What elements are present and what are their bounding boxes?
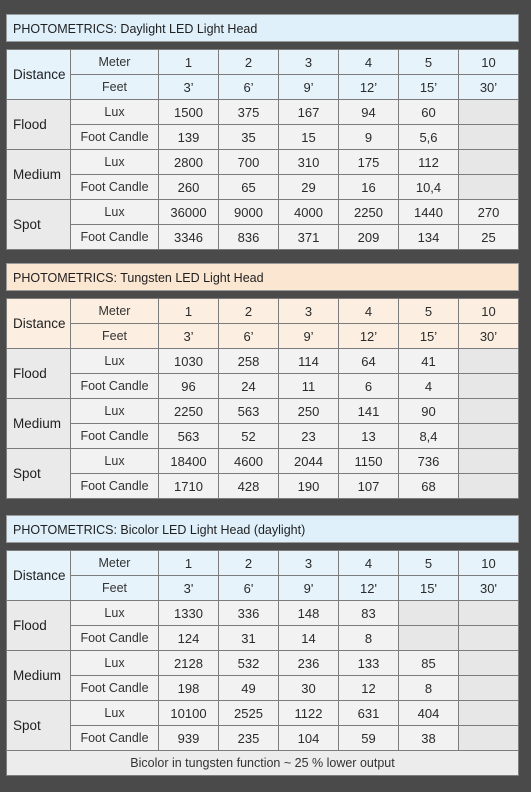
value-cell: 25 [459, 225, 519, 250]
value-cell [459, 474, 519, 499]
bicolor-table [6, 550, 519, 776]
value-cell: 94 [339, 100, 399, 125]
value-cell: 2800 [159, 150, 219, 175]
value-cell: 2250 [159, 399, 219, 424]
value-cell: 38 [399, 726, 459, 751]
value-cell: 5,6 [399, 125, 459, 150]
value-cell: 65 [219, 175, 279, 200]
value-cell: 134 [399, 225, 459, 250]
meter-cell: 2 [219, 551, 279, 576]
meter-label: Meter [71, 50, 159, 75]
value-cell: 1710 [159, 474, 219, 499]
meter-cell: 4 [339, 50, 399, 75]
feet-row [7, 324, 519, 349]
unit-label: Foot Candle [71, 676, 159, 701]
meter-cell: 10 [459, 50, 519, 75]
unit-label: Lux [71, 701, 159, 726]
unit-label: Lux [71, 449, 159, 474]
value-cell: 2128 [159, 651, 219, 676]
value-cell: 939 [159, 726, 219, 751]
footnote: Bicolor in tungsten function ~ 25 % lower output [7, 751, 519, 776]
meter-row [7, 551, 519, 576]
value-cell: 371 [279, 225, 339, 250]
meter-cell: 2 [219, 299, 279, 324]
table-row [7, 200, 519, 225]
value-cell [459, 676, 519, 701]
value-cell: 270 [459, 200, 519, 225]
value-cell: 49 [219, 676, 279, 701]
feet-cell: 15' [399, 576, 459, 601]
table-row [7, 601, 519, 626]
value-cell: 16 [339, 175, 399, 200]
value-cell: 236 [279, 651, 339, 676]
value-cell: 68 [399, 474, 459, 499]
unit-label: Foot Candle [71, 726, 159, 751]
value-cell: 3346 [159, 225, 219, 250]
value-cell: 133 [339, 651, 399, 676]
value-cell: 12 [339, 676, 399, 701]
value-cell: 8,4 [399, 424, 459, 449]
value-cell: 209 [339, 225, 399, 250]
feet-cell: 30’ [459, 324, 519, 349]
meter-cell: 3 [279, 50, 339, 75]
value-cell: 4 [399, 374, 459, 399]
table-row [7, 449, 519, 474]
value-cell: 14 [279, 626, 339, 651]
value-cell: 36000 [159, 200, 219, 225]
value-cell: 124 [159, 626, 219, 651]
value-cell [459, 399, 519, 424]
table-row [7, 424, 519, 449]
meter-cell: 5 [399, 50, 459, 75]
value-cell: 24 [219, 374, 279, 399]
value-cell: 836 [219, 225, 279, 250]
value-cell: 4600 [219, 449, 279, 474]
unit-label: Foot Candle [71, 175, 159, 200]
group-label-medium: Medium [7, 399, 71, 449]
value-cell: 700 [219, 150, 279, 175]
feet-cell: 3' [159, 576, 219, 601]
tungsten-table [6, 298, 519, 499]
value-cell: 1030 [159, 349, 219, 374]
value-cell: 29 [279, 175, 339, 200]
table-row [7, 225, 519, 250]
table-row [7, 626, 519, 651]
value-cell: 148 [279, 601, 339, 626]
meter-label: Meter [71, 551, 159, 576]
value-cell: 23 [279, 424, 339, 449]
bicolor-title: PHOTOMETRICS: Bicolor LED Light Head (daylight) [6, 515, 519, 543]
value-cell: 2250 [339, 200, 399, 225]
feet-cell: 12’ [339, 75, 399, 100]
feet-cell: 6’ [219, 324, 279, 349]
value-cell [459, 651, 519, 676]
value-cell: 18400 [159, 449, 219, 474]
value-cell: 1500 [159, 100, 219, 125]
feet-cell: 9’ [279, 324, 339, 349]
unit-label: Foot Candle [71, 374, 159, 399]
value-cell: 6 [339, 374, 399, 399]
meter-cell: 5 [399, 299, 459, 324]
feet-cell: 3’ [159, 324, 219, 349]
meter-row [7, 299, 519, 324]
unit-label: Lux [71, 651, 159, 676]
unit-label: Lux [71, 399, 159, 424]
group-label-spot: Spot [7, 701, 71, 751]
meter-cell: 2 [219, 50, 279, 75]
value-cell: 198 [159, 676, 219, 701]
value-cell: 631 [339, 701, 399, 726]
group-label-medium: Medium [7, 651, 71, 701]
value-cell: 52 [219, 424, 279, 449]
unit-label: Foot Candle [71, 626, 159, 651]
meter-cell: 5 [399, 551, 459, 576]
value-cell: 260 [159, 175, 219, 200]
value-cell: 336 [219, 601, 279, 626]
value-cell: 235 [219, 726, 279, 751]
value-cell: 250 [279, 399, 339, 424]
value-cell: 112 [399, 150, 459, 175]
feet-cell: 30' [459, 576, 519, 601]
value-cell: 310 [279, 150, 339, 175]
value-cell: 96 [159, 374, 219, 399]
distance-label: Distance [7, 50, 71, 100]
table-row [7, 701, 519, 726]
value-cell: 64 [339, 349, 399, 374]
value-cell: 375 [219, 100, 279, 125]
feet-cell: 9' [279, 576, 339, 601]
feet-cell: 12’ [339, 324, 399, 349]
value-cell [459, 175, 519, 200]
feet-label: Feet [71, 324, 159, 349]
feet-label: Feet [71, 75, 159, 100]
value-cell: 114 [279, 349, 339, 374]
value-cell: 41 [399, 349, 459, 374]
feet-cell: 6' [219, 576, 279, 601]
table-row [7, 726, 519, 751]
value-cell: 59 [339, 726, 399, 751]
value-cell: 428 [219, 474, 279, 499]
table-row [7, 349, 519, 374]
value-cell: 1330 [159, 601, 219, 626]
value-cell: 141 [339, 399, 399, 424]
value-cell: 10,4 [399, 175, 459, 200]
value-cell: 139 [159, 125, 219, 150]
footnote-row [7, 751, 519, 776]
group-label-flood: Flood [7, 100, 71, 150]
unit-label: Lux [71, 349, 159, 374]
feet-row [7, 75, 519, 100]
meter-cell: 1 [159, 50, 219, 75]
group-label-spot: Spot [7, 200, 71, 250]
distance-label: Distance [7, 299, 71, 349]
feet-cell: 12' [339, 576, 399, 601]
group-label-flood: Flood [7, 601, 71, 651]
value-cell: 2044 [279, 449, 339, 474]
table-row [7, 676, 519, 701]
value-cell: 1440 [399, 200, 459, 225]
meter-cell: 10 [459, 551, 519, 576]
distance-label: Distance [7, 551, 71, 601]
value-cell [459, 424, 519, 449]
meter-label: Meter [71, 299, 159, 324]
daylight-table [6, 49, 519, 250]
value-cell: 8 [399, 676, 459, 701]
value-cell: 167 [279, 100, 339, 125]
value-cell [399, 626, 459, 651]
meter-cell: 1 [159, 551, 219, 576]
unit-label: Lux [71, 601, 159, 626]
feet-label: Feet [71, 576, 159, 601]
value-cell: 532 [219, 651, 279, 676]
meter-row [7, 50, 519, 75]
value-cell: 563 [159, 424, 219, 449]
value-cell: 4000 [279, 200, 339, 225]
feet-cell: 15’ [399, 75, 459, 100]
value-cell: 9 [339, 125, 399, 150]
value-cell: 31 [219, 626, 279, 651]
value-cell [459, 100, 519, 125]
value-cell: 8 [339, 626, 399, 651]
value-cell: 2525 [219, 701, 279, 726]
value-cell: 83 [339, 601, 399, 626]
value-cell [459, 349, 519, 374]
value-cell: 90 [399, 399, 459, 424]
table-row [7, 374, 519, 399]
value-cell: 85 [399, 651, 459, 676]
value-cell: 10100 [159, 701, 219, 726]
meter-cell: 3 [279, 299, 339, 324]
value-cell [399, 601, 459, 626]
unit-label: Foot Candle [71, 125, 159, 150]
feet-cell: 9’ [279, 75, 339, 100]
value-cell [459, 601, 519, 626]
value-cell: 104 [279, 726, 339, 751]
tungsten-title: PHOTOMETRICS: Tungsten LED Light Head [6, 263, 519, 291]
daylight-title: PHOTOMETRICS: Daylight LED Light Head [6, 14, 519, 42]
value-cell: 9000 [219, 200, 279, 225]
meter-cell: 4 [339, 299, 399, 324]
value-cell: 11 [279, 374, 339, 399]
feet-row [7, 576, 519, 601]
value-cell [459, 150, 519, 175]
value-cell: 1122 [279, 701, 339, 726]
value-cell [459, 726, 519, 751]
unit-label: Foot Candle [71, 225, 159, 250]
unit-label: Lux [71, 150, 159, 175]
group-label-spot: Spot [7, 449, 71, 499]
value-cell: 15 [279, 125, 339, 150]
value-cell: 175 [339, 150, 399, 175]
unit-label: Lux [71, 200, 159, 225]
unit-label: Foot Candle [71, 424, 159, 449]
value-cell [459, 449, 519, 474]
value-cell: 1150 [339, 449, 399, 474]
value-cell [459, 701, 519, 726]
table-row [7, 651, 519, 676]
value-cell: 60 [399, 100, 459, 125]
feet-cell: 6’ [219, 75, 279, 100]
meter-cell: 4 [339, 551, 399, 576]
table-row [7, 399, 519, 424]
value-cell: 736 [399, 449, 459, 474]
value-cell: 190 [279, 474, 339, 499]
table-row [7, 100, 519, 125]
group-label-flood: Flood [7, 349, 71, 399]
value-cell [459, 374, 519, 399]
feet-cell: 30’ [459, 75, 519, 100]
feet-cell: 3’ [159, 75, 219, 100]
value-cell: 563 [219, 399, 279, 424]
unit-label: Lux [71, 100, 159, 125]
table-row [7, 150, 519, 175]
feet-cell: 15’ [399, 324, 459, 349]
value-cell: 404 [399, 701, 459, 726]
value-cell [459, 626, 519, 651]
table-row [7, 175, 519, 200]
table-row [7, 125, 519, 150]
group-label-medium: Medium [7, 150, 71, 200]
value-cell: 258 [219, 349, 279, 374]
value-cell [459, 125, 519, 150]
table-row [7, 474, 519, 499]
value-cell: 13 [339, 424, 399, 449]
unit-label: Foot Candle [71, 474, 159, 499]
value-cell: 30 [279, 676, 339, 701]
meter-cell: 1 [159, 299, 219, 324]
meter-cell: 3 [279, 551, 339, 576]
value-cell: 35 [219, 125, 279, 150]
value-cell: 107 [339, 474, 399, 499]
meter-cell: 10 [459, 299, 519, 324]
